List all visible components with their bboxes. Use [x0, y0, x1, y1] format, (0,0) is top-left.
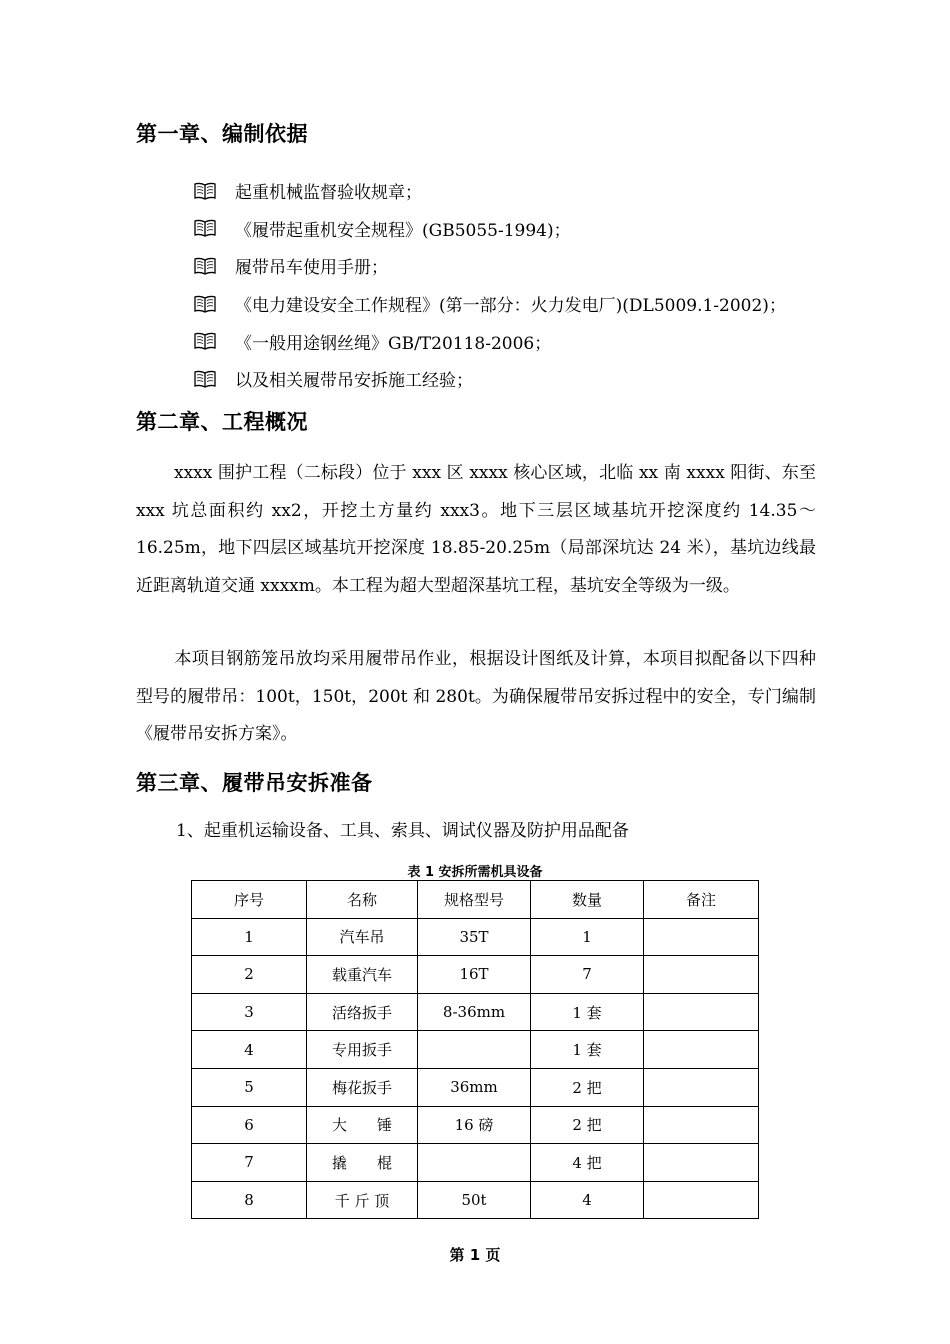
open-book-icon — [194, 257, 216, 275]
reference-text: 履带吊车使用手册； — [235, 258, 388, 279]
equipment-table — [191, 880, 759, 1219]
reference-item — [194, 285, 786, 323]
overview-text-2: 本项目钢筋笼吊放均采用履带吊作业，根据设计图纸及计算，本项目拟配备以下四种型号的履带吊：100t，150t，200t 和 280t。为确保履带吊安拆过程中的安全，专门编制《履带吊安拆方案》。 — [136, 649, 816, 744]
header-cell: 数量 — [531, 881, 644, 919]
table-cell — [644, 1181, 759, 1219]
header-cell: 规格型号 — [418, 881, 531, 919]
header-cell: 备注 — [644, 881, 759, 919]
reference-text: 《电力建设安全工作规程》(第一部分：火力发电厂)(DL5009.1-2002)； — [235, 296, 786, 317]
table-cell: 2 把 — [531, 1068, 644, 1106]
table-cell: 活络扳手 — [307, 993, 418, 1031]
table-row — [192, 1031, 759, 1069]
table-cell: 7 — [531, 956, 644, 994]
reference-item — [194, 172, 786, 210]
table-cell — [418, 1144, 531, 1182]
table-cell: 8 — [192, 1181, 307, 1219]
table-cell: 1 — [531, 918, 644, 956]
reference-item — [194, 360, 786, 398]
table-cell: 8-36mm — [418, 993, 531, 1031]
table-cell: 4 把 — [531, 1144, 644, 1182]
table-cell: 汽车吊 — [307, 918, 418, 956]
table-row — [192, 1144, 759, 1182]
table-cell — [644, 1144, 759, 1182]
table-cell: 千 斤 顶 — [307, 1181, 418, 1219]
table-cell: 6 — [192, 1106, 307, 1144]
table-cell: 大 锤 — [307, 1106, 418, 1144]
overview-paragraph-1 — [136, 455, 816, 605]
table-cell: 36mm — [418, 1068, 531, 1106]
open-book-icon — [194, 219, 216, 237]
chapter-3-heading: 第三章、履带吊安拆准备 — [136, 771, 373, 795]
table-cell — [644, 1068, 759, 1106]
table-cell — [644, 1031, 759, 1069]
table-cell: 载重汽车 — [307, 956, 418, 994]
table-cell: 1 套 — [531, 1031, 644, 1069]
table-cell: 1 — [192, 918, 307, 956]
table-row — [192, 956, 759, 994]
table-cell: 撬 棍 — [307, 1144, 418, 1182]
section-1-heading: 1、起重机运输设备、工具、索具、调试仪器及防护用品配备 — [176, 821, 629, 841]
table-cell: 梅花扳手 — [307, 1068, 418, 1106]
table-cell: 2 把 — [531, 1106, 644, 1144]
table-cell — [644, 956, 759, 994]
header-cell: 序号 — [192, 881, 307, 919]
table-cell: 16 磅 — [418, 1106, 531, 1144]
table-row — [192, 993, 759, 1031]
reference-item — [194, 210, 786, 248]
table-cell — [644, 918, 759, 956]
reference-text: 以及相关履带吊安拆施工经验； — [235, 371, 473, 392]
table-cell: 35T — [418, 918, 531, 956]
table-cell: 2 — [192, 956, 307, 994]
table-row — [192, 1181, 759, 1219]
table-cell — [644, 993, 759, 1031]
table-row — [192, 1106, 759, 1144]
table-row — [192, 918, 759, 956]
open-book-icon — [194, 332, 216, 350]
page-number: 第 1 页 — [449, 1246, 501, 1264]
overview-paragraph-2 — [136, 641, 816, 754]
table-cell — [644, 1106, 759, 1144]
chapter-2-heading: 第二章、工程概况 — [136, 410, 308, 434]
open-book-icon — [194, 295, 216, 313]
table-cell: 50t — [418, 1181, 531, 1219]
table-header-row — [192, 881, 759, 919]
table-cell: 7 — [192, 1144, 307, 1182]
reference-text: 《履带起重机安全规程》(GB5055-1994)； — [235, 220, 571, 241]
table-cell — [418, 1031, 531, 1069]
chapter-1-heading: 第一章、编制依据 — [136, 122, 308, 146]
table-cell: 16T — [418, 956, 531, 994]
table-cell: 5 — [192, 1068, 307, 1106]
table-cell: 专用扳手 — [307, 1031, 418, 1069]
reference-item — [194, 322, 786, 360]
table-row — [192, 1068, 759, 1106]
reference-text: 《一般用途钢丝绳》GB/T20118-2006； — [235, 333, 552, 354]
table-cell: 1 套 — [531, 993, 644, 1031]
table-caption: 表 1 安拆所需机具设备 — [407, 865, 543, 880]
reference-text: 起重机械监督验收规章； — [235, 183, 422, 204]
table-cell: 4 — [531, 1181, 644, 1219]
table-cell: 4 — [192, 1031, 307, 1069]
overview-text-1: xxxx 围护工程（二标段）位于 xxx 区 xxxx 核心区域，北临 xx 南 xxxx 阳街、东至 xxx 坑总面积约 xx2，开挖土方量约 xxx3。地下三层区域基坑开挖深度约 14.35～16.25m，地下四层区域基坑开挖深度 18.85-20.25m（局部深坑达 24 米），基坑边线最近距离轨道交通 xxxxm。本工程为超大型超深基坑工程，基坑安全等级为一级。 — [136, 463, 816, 596]
reference-list — [194, 172, 786, 398]
reference-item — [194, 247, 786, 285]
header-cell: 名称 — [307, 881, 418, 919]
open-book-icon — [194, 370, 216, 388]
table-cell: 3 — [192, 993, 307, 1031]
open-book-icon — [194, 182, 216, 200]
